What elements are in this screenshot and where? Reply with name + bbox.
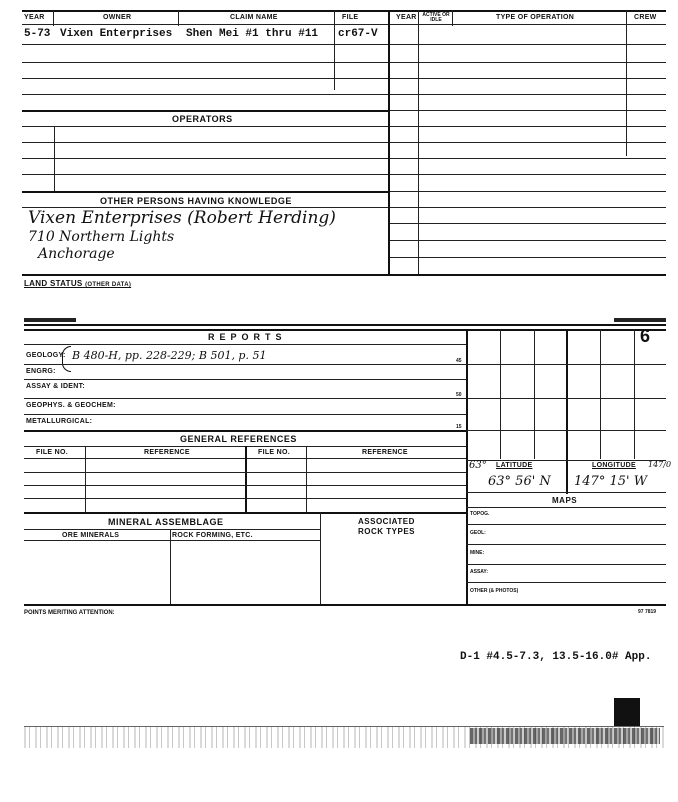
torn-edge-left [24, 318, 76, 322]
other-person-line-3: Anchorage [38, 246, 115, 262]
other-persons-label: OTHER PERSONS HAVING KNOWLEDGE [100, 196, 292, 206]
geology-value: B 480-H, pp. 228-229; B 501, p. 51 [72, 349, 267, 362]
form-number: 97 7819 [638, 609, 657, 615]
geology-bracket [62, 346, 71, 372]
geophys-label: GEOPHYS. & GEOCHEM: [26, 402, 116, 409]
claim-row-year: 5-73 [24, 28, 51, 40]
activity-header-active-idle: ACTIVE OR IDLE [422, 12, 450, 23]
longitude-label: LONGITUDE [592, 462, 636, 469]
claim-row-owner: Vixen Enterprises [60, 28, 173, 40]
latitude-label: LATITUDE [496, 462, 533, 469]
gr-file-no-1: FILE NO. [36, 449, 68, 456]
activity-header-year: YEAR [396, 14, 417, 21]
gr-reference-1: REFERENCE [144, 449, 190, 456]
map-topog-label: TOPOG. [470, 511, 490, 517]
latitude-value: 63° 56' N [488, 474, 551, 489]
other-person-line-2: 710 Northern Lights [28, 229, 175, 245]
activity-header-crew: CREW [634, 14, 657, 21]
activity-header-type: TYPE OF OPERATION [496, 14, 575, 21]
claims-table [0, 0, 390, 280]
reports-section [0, 318, 678, 618]
longitude-value: 147° 15' W [574, 474, 648, 489]
associated-rock-line-2: ROCK TYPES [358, 527, 416, 536]
points-meriting-attention-label: POINTS MERITING ATTENTION: [24, 610, 115, 616]
torn-edge-right [614, 318, 666, 322]
metallurgical-label: METALLURGICAL: [26, 418, 93, 425]
maps-title: MAPS [552, 496, 578, 505]
map-geol-label: GEOL: [470, 530, 486, 536]
claim-row-claim-name: Shen Mei #1 thru #11 [186, 28, 319, 40]
associated-rock-line-1: ASSOCIATED [358, 517, 415, 526]
activity-table [390, 0, 668, 280]
side-number-3: 15 [456, 424, 462, 430]
side-number-1: 45 [456, 358, 462, 364]
gr-file-no-2: FILE NO. [258, 449, 290, 456]
header-year: YEAR [24, 14, 45, 21]
black-square-mark [614, 698, 640, 726]
corner-number: 6 [640, 326, 651, 346]
general-references-title: GENERAL REFERENCES [180, 434, 297, 444]
map-other-label: OTHER (& PHOTOS) [470, 588, 519, 594]
scan-noise-dark [470, 728, 660, 744]
engrg-label: ENGRG: [26, 368, 56, 375]
other-person-line-1: Vixen Enterprises (Robert Herding) [28, 208, 336, 228]
side-number-2: 50 [456, 392, 462, 398]
land-status-label: LAND STATUS (OTHER DATA) [24, 279, 132, 288]
ore-minerals-label: ORE MINERALS [62, 532, 120, 539]
longitude-note: 147/0 [648, 460, 672, 469]
rock-forming-label: ROCK FORMING, ETC. [172, 532, 253, 539]
geology-label: GEOLOGY: [26, 352, 66, 359]
claim-row-file: cr67-V [338, 28, 378, 40]
mineral-assemblage-title: MINERAL ASSEMBLAGE [108, 517, 224, 527]
header-owner: OWNER [103, 14, 132, 21]
map-assay-label: ASSAY: [470, 569, 489, 575]
assay-label: ASSAY & IDENT: [26, 383, 86, 390]
footnote: D-1 #4.5-7.3, 13.5-16.0# App. [460, 651, 652, 663]
reports-title: REPORTS [208, 332, 287, 342]
operators-label: OPERATORS [172, 114, 233, 124]
lat-prefix: 63° [469, 460, 487, 471]
header-claim-name: CLAIM NAME [230, 14, 278, 21]
header-file: FILE [342, 14, 359, 21]
map-mine-label: MINE: [470, 550, 485, 556]
gr-reference-2: REFERENCE [362, 449, 408, 456]
